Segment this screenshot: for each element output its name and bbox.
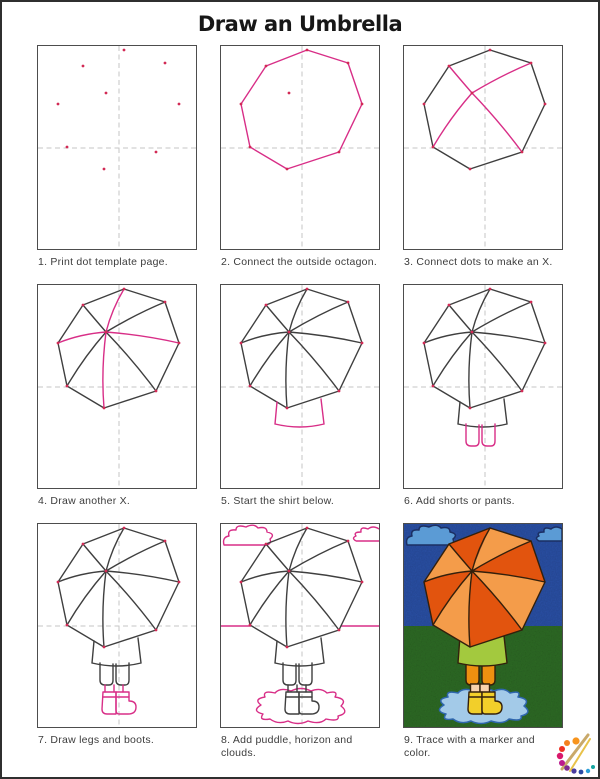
step-card-3 (403, 45, 563, 269)
step-caption: 8. Add puddle, horizon and clouds. (221, 734, 353, 759)
step-card-5 (220, 284, 380, 508)
step-caption: 5. Start the shirt below. (221, 495, 335, 507)
step-caption: 7. Draw legs and boots. (38, 734, 155, 746)
step-4-drawing (37, 284, 197, 489)
art-palette-logo (550, 729, 596, 775)
step-card-9 (403, 523, 563, 760)
step-7-drawing (37, 523, 197, 728)
step-caption: 9. Trace with a marker and color. (404, 734, 535, 759)
step-8-drawing (220, 523, 380, 728)
step-3-drawing (403, 45, 563, 250)
step-caption: 1. Print dot template page. (38, 256, 168, 268)
step-5-drawing (220, 284, 380, 489)
boot-left (468, 692, 482, 714)
steps-grid (2, 45, 598, 760)
step-caption: 6. Add shorts or pants. (404, 495, 515, 507)
step-9-drawing (403, 523, 563, 728)
step-caption: 3. Connect dots to make an X. (404, 256, 553, 268)
step-caption: 2. Connect the outside octagon. (221, 256, 378, 268)
step-1-drawing (37, 45, 197, 250)
step-card-8 (220, 523, 380, 760)
step-caption: 4. Draw another X. (38, 495, 131, 507)
page-title: Draw an Umbrella (197, 12, 403, 36)
step-2-drawing (220, 45, 380, 250)
step-card-2 (220, 45, 380, 269)
step-card-1 (37, 45, 197, 269)
step-card-4 (37, 284, 197, 508)
step-card-7 (37, 523, 197, 760)
step-6-drawing (403, 284, 563, 489)
step-card-6 (403, 284, 563, 508)
